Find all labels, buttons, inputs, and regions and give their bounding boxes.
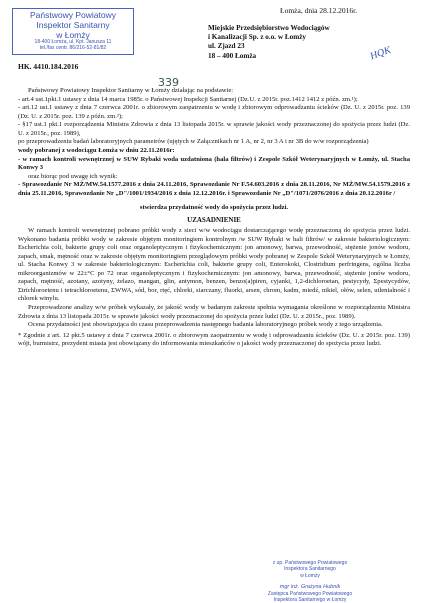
recipient-line: Miejskie Przedsiębiorstwo Wodociągów [208,24,330,32]
justification-title: UZASADNIENIE [187,215,241,224]
reference-number: HK. 4410.184.2016 [18,62,79,71]
recipient-address [208,24,368,61]
legal-basis-item: - §17 ust.1 pkt.1 rozporządzenia Ministra Zdrowia z dnia 13 listopada 2015r. w sprawie jakości wody przeznaczonej do spożycia przez ludzi (Dz. U. z 2015r., poz. 1989), [18,121,410,137]
signer-role: Zastępca Państwowego Powiatowego [267,590,353,597]
handwritten-initials: HQK [368,44,393,63]
recipient-line: ul. Zjazd 23 [208,42,245,51]
handwritten-number: 339 [158,76,179,89]
footnote: * Zgodnie z art. 12 pkt.5 ustawy z dnia 7 czerwca 2001r. o zbiorowym zaopatrzeniu w wodę i odprowadzaniu ścieków (Dz. U. z 2015r. poz. 139) wójt, burmistrz, prezydent miasta jest obowiązany do informowania mieszkańców o jakości wody przeznaczonej do spożycia przez ludzi. [18,331,410,348]
sample-point: - w ramach kontroli wewnętrznej w SUW Rybaki woda uzdatniona (hala filtrów) i Zespole Szkół Weterynaryjnych w Łomży, ul. Stacha Konwy 3 [18,155,410,172]
decision-text: stwierdza przydatność wody do spożycia przez ludzi. [139,204,289,212]
sample-line: wody pobranej z wodociągu Łomża w dniu 22.11.2016r: [18,146,175,154]
stamp-line: Inspektor Sanitarny [36,19,110,30]
stamp-line: 18-400 Łomża, ul. Kpt. Janusza 11 [34,39,112,46]
legal-basis-item: - art.4 ust.1pkt.1 ustawy z dnia 14 marca 1985r. o Państwowej Inspekcji Sanitarnej (Dz.U. z 2015r. poz.1412 1412 z późn. zm.¹); [18,95,358,103]
signer-role: Inspektora Sanitarnego w Łomży [273,596,347,603]
document-body [18,87,410,349]
also-text: oraz biorąc pod uwagę ich wynik: [28,172,118,180]
recipient-line: 18 – 400 Łomża [208,51,257,60]
signer-name: mgr inż. Grażyna Hubnik [279,583,341,590]
justification-paragraph: Przeprowadzone analizy w/w próbek wykazały, że jakość wody w badanym zakresie spełnia wymagania określone w rozporządzeniu Ministra Zdrowia z dnia 13 listopada 2015r. w sprawie jakości wody przeznaczonej do spożycia przez ludzi (Dz. U. z 2015r., poz. 1989). [18,304,410,320]
justification-paragraph: Ocena przydatności jest obowiązująca do czasu przeprowadzenia następnego badania laboratoryjnego próbek wody z tego urządzenia. [28,321,383,329]
recipient-line: i Kanalizacji Sp. z o.o. w Łomży [208,33,307,42]
legal-basis-item: - art.12 ust.1 ustawy z dnia 7 czerwca 2001r. o zbiorowym zaopatrzeniu w wodę i zbiorowym odprowadzaniu ścieków (Dz. U. z 2015r. poz. 139 (Dz. U. z 2015r. poz. 139 z późn. zm.²); [18,104,410,120]
document-date: Łomża, dnia 28.12.2016r. [280,6,358,15]
stamp-line: Państwowy Powiatowy [30,10,116,20]
sender-stamp [12,8,134,55]
justification-paragraph: W ramach kontroli wewnętrznej pobrano próbki wody z sieci w/w wodociągu dostarczającego wodę przeznaczoną do spożycia przez ludzi. Wykonano badania próbki wody w zakresie objętym monitoringiem kontrolnym /w SUW Rybaki w hali filtrów/ w zakresie bakteriologicznym: Escherichia coli, bakterie grupy coli oraz organoleptycznym i fizykochemicznym: jon amonowy, barwa, przewodność, stężenie jonów wodoru, zapach, smak, mętność oraz w zakresie objętym monitoringiem przeglądowym próbki wody pobranej w Zespole Szkół Weterynaryjnych w Łomży, ul. Stacha Konwy 3 w zakresie bakteriologicznym: Escherichia coli, bakterie grupy coli, Enterokoki, Clostridium perfringens, ogólna liczba mikroorganizmów w 22±°C po 72 oraz organoleptycznym i fizykochemicznym: jon amonowy, barwa, przewodność, stężenie jonów wodoru, zapach, mętność, azotany, azotyny, żelazo, mangan, glin, antymon, benzen, benzo(a)piren, cyjanki, 1,2-dichloroetan, pestycydy, Σpestycydów, Σtrichloroetenu i tetrachloroetenu, ΣWWA, sód, bor, rtęć, chlorki, siarczany, fluorki, arsen, chrom, kadm, miedź, nikiel, ołów, selen, utlenialność i chlorek winylu. [18,226,410,303]
signature-line: z up. Państwowego Powiatowego [272,560,348,566]
signature-line: w Łomży [300,572,320,579]
signature-line: Inspektora Sanitarnego [284,566,336,573]
stamp-line: tel./fax centr. 86/216-52-81/82 [39,45,107,52]
intro-text: Państwowy Powiatowy Inspektor Sanitarny w Łomży działając na podstawie: [28,87,234,94]
stamp-line: w Łomży [56,29,90,40]
lab-reports: - Sprawozdanie Nr MŻ/MW.54.1577.2016 z dnia 24.11.2016, Sprawozdanie Nr F.54.603.2016 z dnia 28.11.2016, Nr MŻ/MW.54.1579.2016 z dnia 25.11.2016, Sprawozdanie Nr „D"/1001/1934/2016 z dnia 12.12.2016r. i Sprawozdanie Nr „D"/1071/2076/2016 z dnia 20.12.2016r / [18,181,410,197]
signature-stamp [250,560,370,603]
legal-basis-item: po przeprowadzeniu badań laboratoryjnych parametrów (ujętych w Załącznikach nr 1 A, nr 2, nr 3 A i nr 3B do w/w rozporządzenia) [18,138,369,146]
